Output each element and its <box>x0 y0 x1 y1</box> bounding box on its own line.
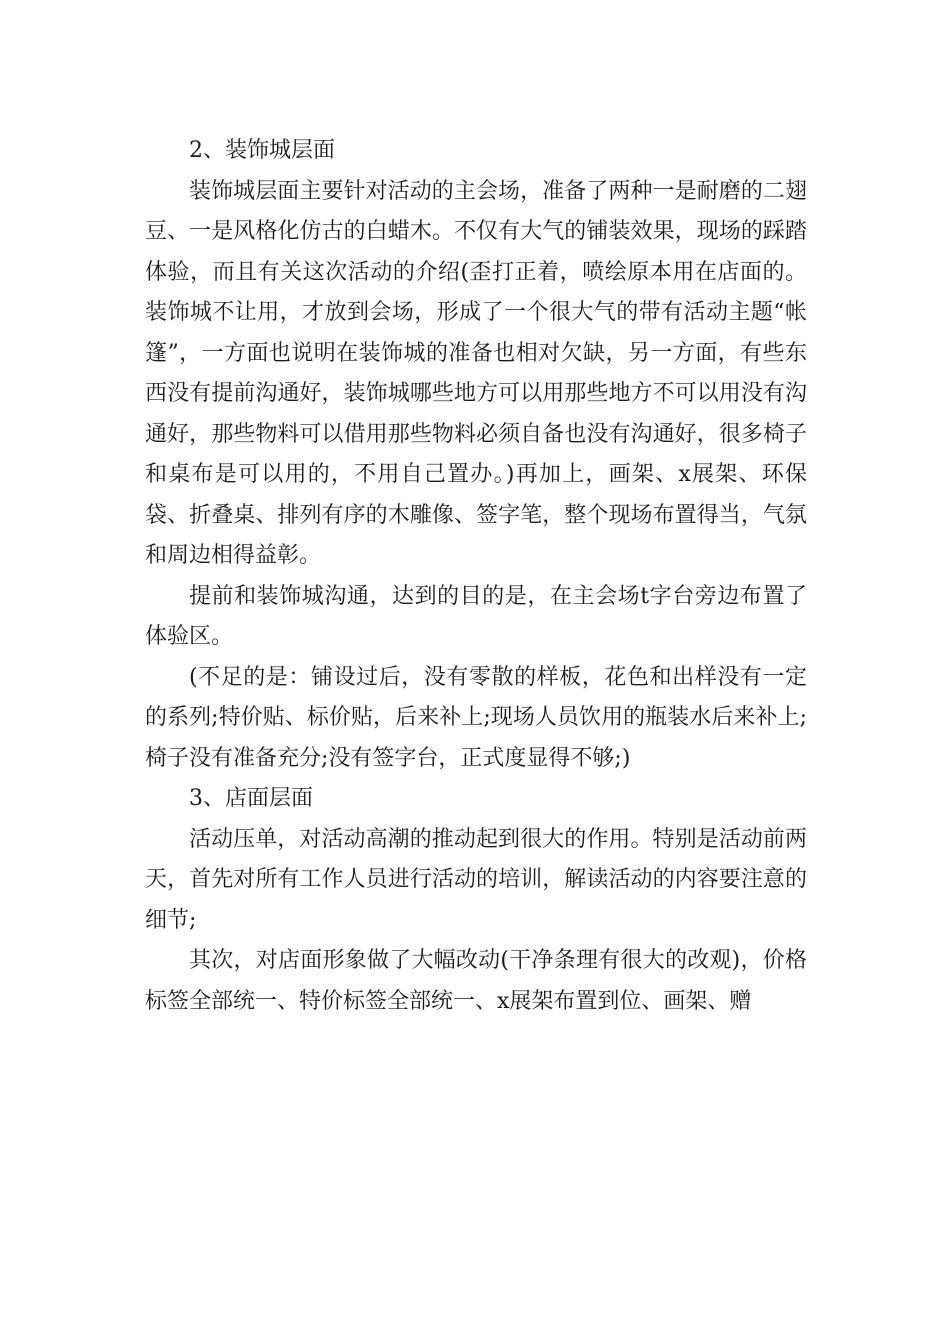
section-heading-store: 3、店面层面 <box>189 786 313 811</box>
document-body <box>145 131 807 1022</box>
section-heading-decoration-city: 2、装饰城层面 <box>189 138 335 163</box>
paragraph-store-training: 活动压单，对活动高潮的推动起到很大的作用。特别是活动前两天，首先对所有工作人员进行活动的培训，解读活动的内容要注意的细节; <box>145 826 807 933</box>
paragraph-experience-area: 提前和装饰城沟通，达到的目的是，在主会场t字台旁边布置了体验区。 <box>145 583 807 649</box>
paragraph-store-image: 其次，对店面形象做了大幅改动(干净条理有很大的改观)，价格标签全部统一、特价标签全部统一、x展架布置到位、画架、赠 <box>145 948 807 1014</box>
paragraph-shortcomings: (不足的是：铺设过后，没有零散的样板，花色和出样没有一定的系列;特价贴、标价贴，后来补上;现场人员饮用的瓶装水后来补上;椅子没有准备充分;没有签字台，正式度显得不够;) <box>145 664 807 771</box>
paragraph-decoration-city-overview: 装饰城层面主要针对活动的主会场，准备了两种一是耐磨的二翅豆、一是风格化仿古的白蜡木。不仅有大气的铺装效果，现场的踩踏体验，而且有关这次活动的介绍(歪打正着，喷绘原本用在店面的。装饰城不让用，才放到会场，形成了一个很大气的带有活动主题“帐篷”，一方面也说明在装饰城的准备也相对欠缺，另一方面，有些东西没有提前沟通好，装饰城哪些地方可以用那些地方不可以用没有沟通好，那些物料可以借用那些物料必须自备也没有沟通好，很多椅子和桌布是可以用的，不用自己置办。)再加上，画架、x展架、环保袋、折叠桌、排列有序的木雕像、签字笔，整个现场布置得当，气氛和周边相得益彰。 <box>145 178 807 568</box>
